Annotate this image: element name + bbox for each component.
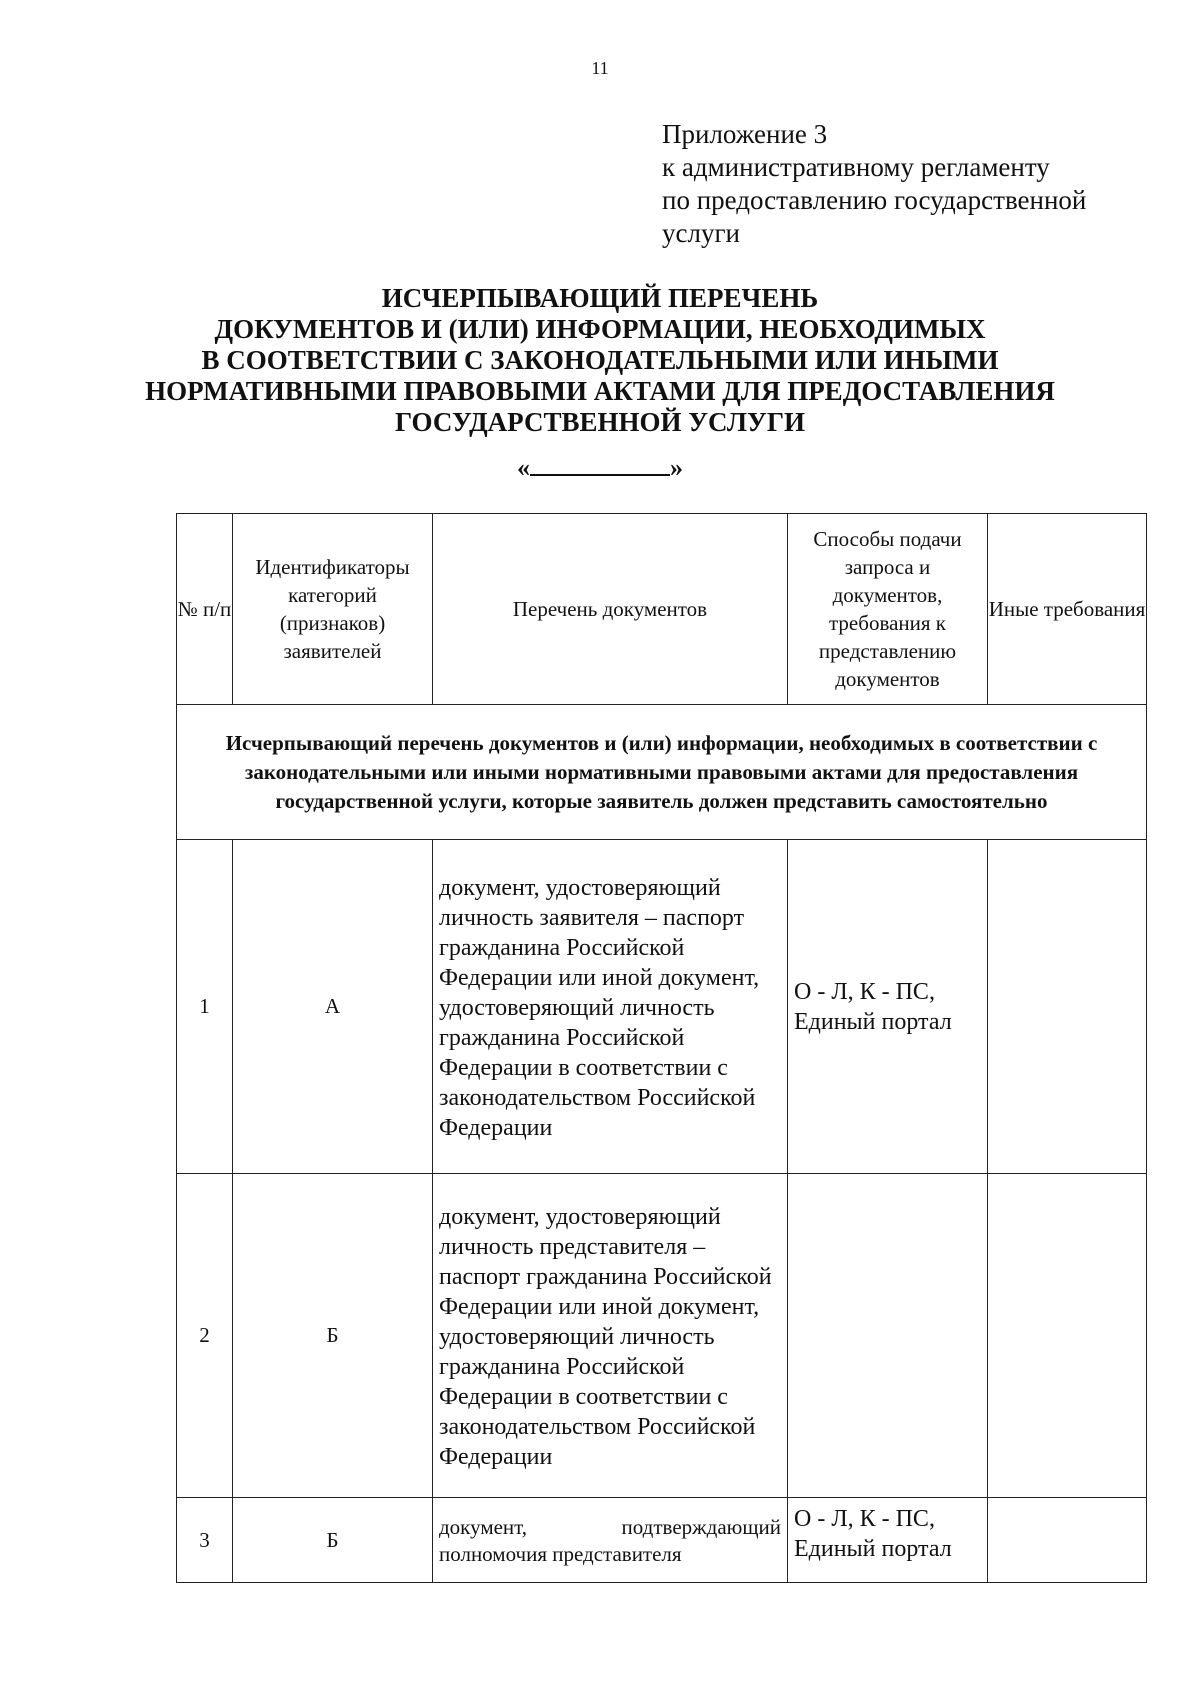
row-num: 1: [177, 840, 233, 1174]
appendix-line: к административному регламенту: [662, 152, 1050, 182]
blank-line: [530, 452, 670, 476]
row-methods: [788, 1174, 988, 1498]
row-num: 3: [177, 1498, 233, 1583]
row-methods: О - Л, К - ПС, Единый портал: [788, 840, 988, 1174]
table-row: [177, 1174, 1147, 1498]
title-line: ИСЧЕРПЫВАЮЩИЙ ПЕРЕЧЕНЬ: [381, 283, 819, 313]
row-category: А: [233, 840, 433, 1174]
section-title: Исчерпывающий перечень документов и (или) информации, необходимых в соответствии с законодательными или иными нормативными правовыми актами для предоставления государственной услуги, которые заявитель должен представить самостоятельно: [177, 705, 1147, 840]
quote-open: «: [517, 453, 530, 482]
title-line: ГОСУДАРСТВЕННОЙ УСЛУГИ: [395, 407, 805, 437]
appendix-line: по предоставлению государственной: [662, 185, 1087, 215]
row-category: Б: [233, 1498, 433, 1583]
header-documents: Перечень документов: [433, 514, 788, 705]
document-title: [0, 283, 1200, 438]
row-document: документ, подтверждающий полномочия представителя: [433, 1498, 788, 1583]
row-category: Б: [233, 1174, 433, 1498]
title-line: В СООТВЕТСТВИИ С ЗАКОНОДАТЕЛЬНЫМИ ИЛИ ИНЫМИ: [201, 345, 999, 375]
table-header-row: [177, 514, 1147, 705]
header-num: № п/п: [177, 514, 233, 705]
documents-table: [176, 513, 1147, 1583]
row-methods: О - Л, К - ПС, Единый портал: [788, 1498, 988, 1583]
header-other: Иные требования: [988, 514, 1147, 705]
table-row: [177, 1498, 1147, 1583]
title-line: НОРМАТИВНЫМИ ПРАВОВЫМИ АКТАМИ ДЛЯ ПРЕДОСТАВЛЕНИЯ: [145, 376, 1055, 406]
row-other: [988, 840, 1147, 1174]
appendix-note: [662, 118, 1162, 250]
table-section-row: [177, 705, 1147, 840]
row-other: [988, 1498, 1147, 1583]
row-document: документ, удостоверяющий личность заявителя – паспорт гражданина Российской Федерации или иной документ, удостоверяющий личность гражданина Российской Федерации в соответствии с законодательством Российской Федерации: [433, 840, 788, 1174]
appendix-line: Приложение 3: [662, 119, 828, 149]
header-identifiers: Идентификаторы категорий (признаков) заявителей: [233, 514, 433, 705]
header-methods: Способы подачи запроса и документов, требования к представлению документов: [788, 514, 988, 705]
page-number: 11: [591, 58, 609, 78]
table-row: [177, 840, 1147, 1174]
row-document: документ, удостоверяющий личность представителя – паспорт гражданина Российской Федерации или иной документ, удостоверяющий личность гражданина Российской Федерации в соответствии с законодательством Российской Федерации: [433, 1174, 788, 1498]
row-num: 2: [177, 1174, 233, 1498]
quote-close: »: [670, 453, 683, 482]
service-name-blank: [0, 452, 1200, 483]
appendix-line: услуги: [662, 218, 740, 248]
row-other: [988, 1174, 1147, 1498]
title-line: ДОКУМЕНТОВ И (ИЛИ) ИНФОРМАЦИИ, НЕОБХОДИМЫХ: [214, 314, 986, 344]
